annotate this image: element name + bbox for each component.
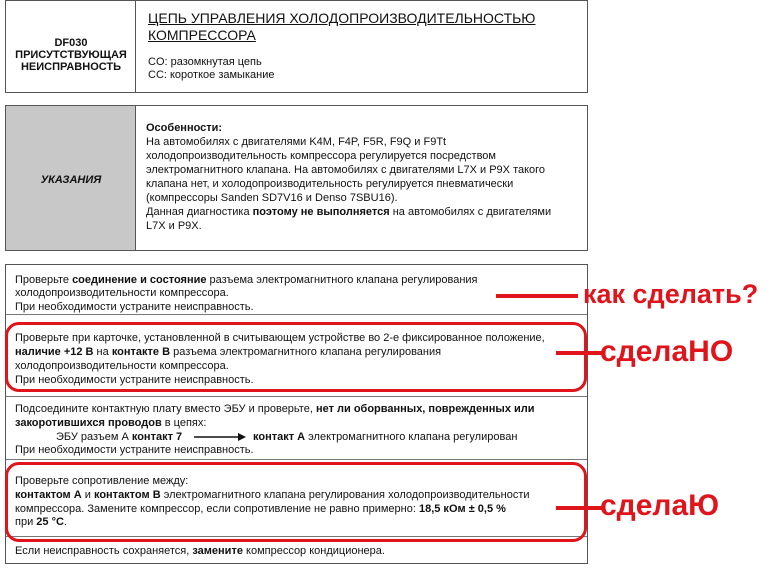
fault-status-line2: НЕИСПРАВНОСТЬ: [20, 61, 122, 73]
annotation-oval-step4: [5, 462, 587, 542]
s5-text: компрессор кондиционера.: [242, 545, 385, 557]
instructions-line: L7X и P9X.: [146, 220, 202, 232]
fault-title-line1: ЦЕПЬ УПРАВЛЕНИЯ ХОЛОДОПРОИЗВОДИТЕЛЬНОСТЬЮ: [148, 10, 536, 26]
s3-emphasis: контакт А: [253, 431, 306, 443]
fault-title-line2: КОМПРЕССОРА: [148, 27, 256, 43]
s4-emphasis: контактом В: [93, 489, 161, 501]
instructions-line: клапана нет, и холодопроизводительность регулируется пневматически: [146, 178, 514, 190]
s3-emphasis: закоротившихся проводов: [15, 417, 162, 429]
step1-line2: холодопроизводительности компрессора.: [15, 287, 229, 299]
step4-line1: Проверьте сопротивление между:: [15, 475, 189, 487]
divider: [6, 396, 587, 397]
fault-cc: CC: короткое замыкание: [148, 69, 275, 81]
step2-line1: Проверьте при карточке, установленной в считывающем устройстве во 2-е фиксированное положение,: [15, 332, 545, 344]
annotation-line: [556, 351, 604, 355]
annotation-line: [556, 506, 604, 510]
annotation-done-2: сделаЮ: [600, 489, 720, 522]
s5-emphasis: замените: [192, 545, 243, 557]
instructions-line: На автомобилях с двигателями K4M, F4P, F5R, F9Q и F9Tt: [146, 136, 447, 148]
s4-emphasis: 25 °С: [36, 516, 64, 528]
s5-text: Если неисправность сохраняется,: [15, 545, 193, 557]
s2-emphasis: контакте В: [111, 346, 171, 358]
divider: [6, 314, 587, 315]
fault-code-cell: [6, 1, 136, 92]
s4-text: электромагнитного клапана регулирования холодопроизводительности: [160, 489, 530, 501]
step5-line1: [15, 544, 385, 558]
s4-text: .: [63, 516, 67, 528]
fault-code: DF030: [54, 37, 88, 49]
annotation-line: [496, 294, 578, 298]
instructions-block: [5, 105, 588, 251]
s4-emphasis: контактом А: [15, 489, 82, 501]
step3-from: [56, 430, 182, 444]
step3-to: [253, 430, 517, 444]
s2-text: разъема электромагнитного клапана регулирования: [170, 346, 442, 358]
s3-emphasis: нет ли оборванных, поврежденных или: [315, 403, 535, 415]
annotation-question: как сделать?: [583, 279, 759, 309]
s1-text: разъема электромагнитного клапана регулирования: [206, 274, 478, 286]
fault-header: [5, 0, 588, 93]
s4-text: при: [15, 516, 37, 528]
s1-emphasis: соединение и состояние: [72, 274, 207, 286]
step1-line3: При необходимости устраните неисправность.: [15, 301, 254, 313]
arrow-right-icon: [194, 432, 246, 442]
instructions-label-cell: [6, 106, 136, 250]
s3-emphasis: контакт 7: [131, 431, 183, 443]
annotation-oval-step2: [5, 322, 587, 392]
instructions-line: электромагнитного клапана. На автомобилях с двигателями L7X и P9X такого: [146, 164, 546, 176]
s4-text: и: [81, 489, 94, 501]
s3-text: ЭБУ разъем А: [56, 431, 132, 443]
step2-line4: При необходимости устраните неисправность.: [15, 374, 254, 386]
instructions-label: УКАЗАНИЯ: [40, 174, 102, 186]
step2-line3: холодопроизводительности компрессора.: [15, 360, 229, 372]
s1-text: Проверьте: [15, 274, 73, 286]
s3-text: электромагнитного клапана регулирован: [305, 431, 518, 443]
instr-emphasis: поэтому не выполняется: [252, 206, 390, 218]
instructions-line: [146, 205, 551, 219]
s3-text: Подсоедините контактную плату вместо ЭБУ и проверьте,: [15, 403, 316, 415]
instructions-line: холодопроизводительность компрессора регулируется посредством: [146, 150, 496, 162]
instr-text: на автомобилях с двигателями: [389, 206, 552, 218]
s2-text: на: [93, 346, 112, 358]
s2-emphasis: наличие +12 В: [15, 346, 94, 358]
instructions-heading: Особенности:: [146, 122, 223, 134]
divider: [6, 459, 587, 460]
step3-line1: [15, 402, 535, 416]
instructions-line: (компрессоры Sanden SD7V16 и Denso 7SBU16).: [146, 192, 398, 204]
fault-co: CO: разомкнутая цепь: [148, 56, 262, 68]
instr-text: Данная диагностика: [146, 206, 253, 218]
step3-line4: При необходимости устраните неисправность.: [15, 444, 254, 456]
fault-status-line1: ПРИСУТСТВУЮЩАЯ: [15, 49, 127, 61]
annotation-done-1: сделаНО: [600, 335, 734, 368]
s4-text: компрессора. Замените компрессор, если сопротивление не равно примерно:: [15, 503, 419, 515]
step1-line1: [15, 273, 478, 287]
s3-text: в цепях:: [161, 417, 207, 429]
s4-emphasis: 18,5 кОм ± 0,5 %: [418, 503, 506, 515]
step3-line2: [15, 416, 206, 430]
